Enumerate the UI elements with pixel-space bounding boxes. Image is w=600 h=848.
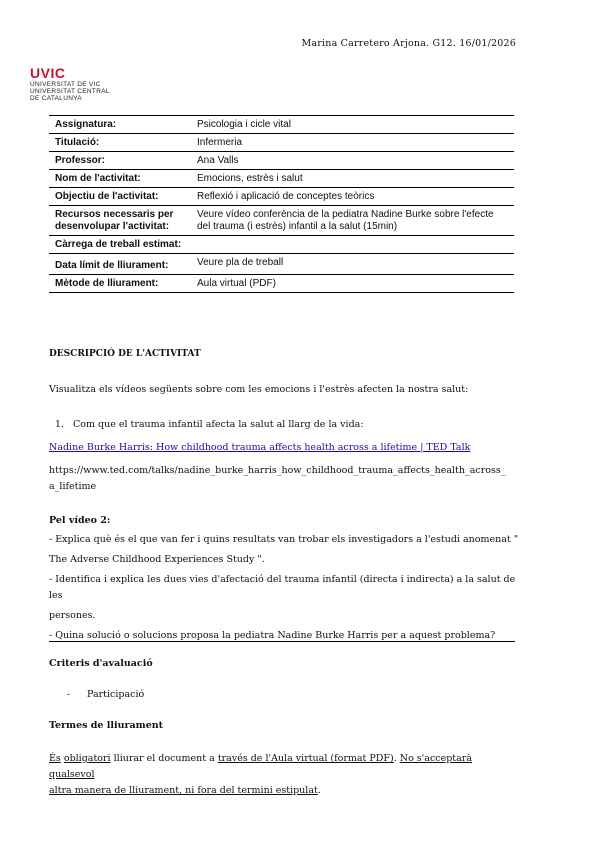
terms-es: És <box>49 753 61 764</box>
row-value: Reflexió i aplicació de conceptes teòrics <box>191 188 514 206</box>
terms-obligatori: obligatori <box>63 753 111 764</box>
url-text <box>49 464 519 493</box>
question-1-line-1: - Explica què és el que van fer i quins resultats van trobar els investigadors a l'estudi anomenat " <box>49 534 519 545</box>
item-text: Com que el trauma infantil afecta la salut al llarg de la vida: <box>73 419 364 430</box>
author-date-line: Marina Carretero Arjona. G12. 16/01/2026 <box>301 38 516 49</box>
row-key: Assignatura: <box>49 116 191 134</box>
row-value: Veure pla de treball <box>191 254 514 275</box>
table-row <box>49 275 514 293</box>
terms-aula-virtual: través de l'Aula virtual (format PDF) <box>217 753 394 764</box>
logo-mark: UVIC <box>30 65 66 81</box>
row-key: Càrrega de treball estimat: <box>49 236 191 254</box>
video2-heading: Pel vídeo 2: <box>49 515 111 526</box>
list-item <box>49 418 519 431</box>
terms-text-1: lliurar el document a <box>110 753 218 764</box>
row-key: Nom de l'activitat: <box>49 170 191 188</box>
terms-no-acceptara: No s'acceptarà qualsevol <box>49 753 472 780</box>
ted-talk-link[interactable]: Nadine Burke Harris: How childhood trauma affects health across a lifetime | TED Talk <box>49 442 471 453</box>
ted-link-line <box>49 441 519 454</box>
table-row <box>49 170 514 188</box>
table-row <box>49 206 514 236</box>
uvic-logo <box>30 66 110 102</box>
row-value: Infermeria <box>191 134 514 152</box>
criteria-list-item <box>49 688 519 701</box>
row-value: Veure vídeo conferència de la pediatra Nadine Burke sobre l'efecte del trauma (i estrès) infantil a la salut (15min) <box>191 206 514 236</box>
terms-sep: . <box>393 753 400 764</box>
table-row <box>49 152 514 170</box>
row-key: Titulació: <box>49 134 191 152</box>
row-value: Ana Valls <box>191 152 514 170</box>
video2-section <box>49 513 519 644</box>
table-row <box>49 254 514 275</box>
row-value: Emocions, estrès i salut <box>191 170 514 188</box>
item-number: 1. <box>55 419 65 430</box>
question-3: - Quina solució o solucions proposa la pediatra Nadine Burke Harris per a aquest problema? <box>49 630 496 641</box>
description-heading: DESCRIPCIÓ DE L'ACTIVITAT <box>49 349 201 359</box>
url-line-2: a_lifetime <box>49 481 97 492</box>
row-value <box>191 236 514 254</box>
row-key: Data límit de lliurament: <box>49 254 191 275</box>
terms-altra-manera: altra manera de lliurament, ni fora del termini estipulat <box>49 785 318 796</box>
row-value: Psicologia i cicle vital <box>191 116 514 134</box>
row-key: Objectiu de l'activitat: <box>49 188 191 206</box>
table-row <box>49 188 514 206</box>
activity-info-table <box>49 115 514 293</box>
description-intro: Visualitza els vídeos següents sobre com les emocions i l'estrès afecten la nostra salut: <box>49 384 469 395</box>
row-key: Professor: <box>49 152 191 170</box>
question-1-line-2: The Adverse Childhood Experiences Study ". <box>49 554 265 565</box>
criteria-heading: Criteris d'avaluació <box>49 658 153 669</box>
question-2-line-2: persones. <box>49 610 96 621</box>
terms-end: . <box>317 785 321 796</box>
terms-paragraph <box>49 751 519 799</box>
terms-heading: Termes de lliurament <box>49 720 164 731</box>
logo-line-3: DE CATALUNYA <box>30 95 82 102</box>
table-row <box>49 116 514 134</box>
logo-line-2: UNIVERSITAT CENTRAL <box>30 88 110 95</box>
row-key: Mètode de lliurament: <box>49 275 191 293</box>
bullet-dash: - <box>67 689 71 700</box>
question-2-line-1: - Identifica i explica les dues vies d'afectació del trauma infantil (directa i indirecta) a la salut de les <box>49 574 516 601</box>
row-value: Aula virtual (PDF) <box>191 275 514 293</box>
url-line-1: https://www.ted.com/talks/nadine_burke_harris_how_childhood_trauma_affects_health_across_ <box>49 465 506 476</box>
logo-line-1: UNIVERSITAT DE VIC <box>30 81 101 88</box>
row-key: Recursos necessaris per desenvolupar l'activitat: <box>49 206 191 236</box>
table-row <box>49 134 514 152</box>
table-row <box>49 236 514 254</box>
criteria-item: Participació <box>87 689 145 700</box>
section-divider <box>49 641 515 642</box>
